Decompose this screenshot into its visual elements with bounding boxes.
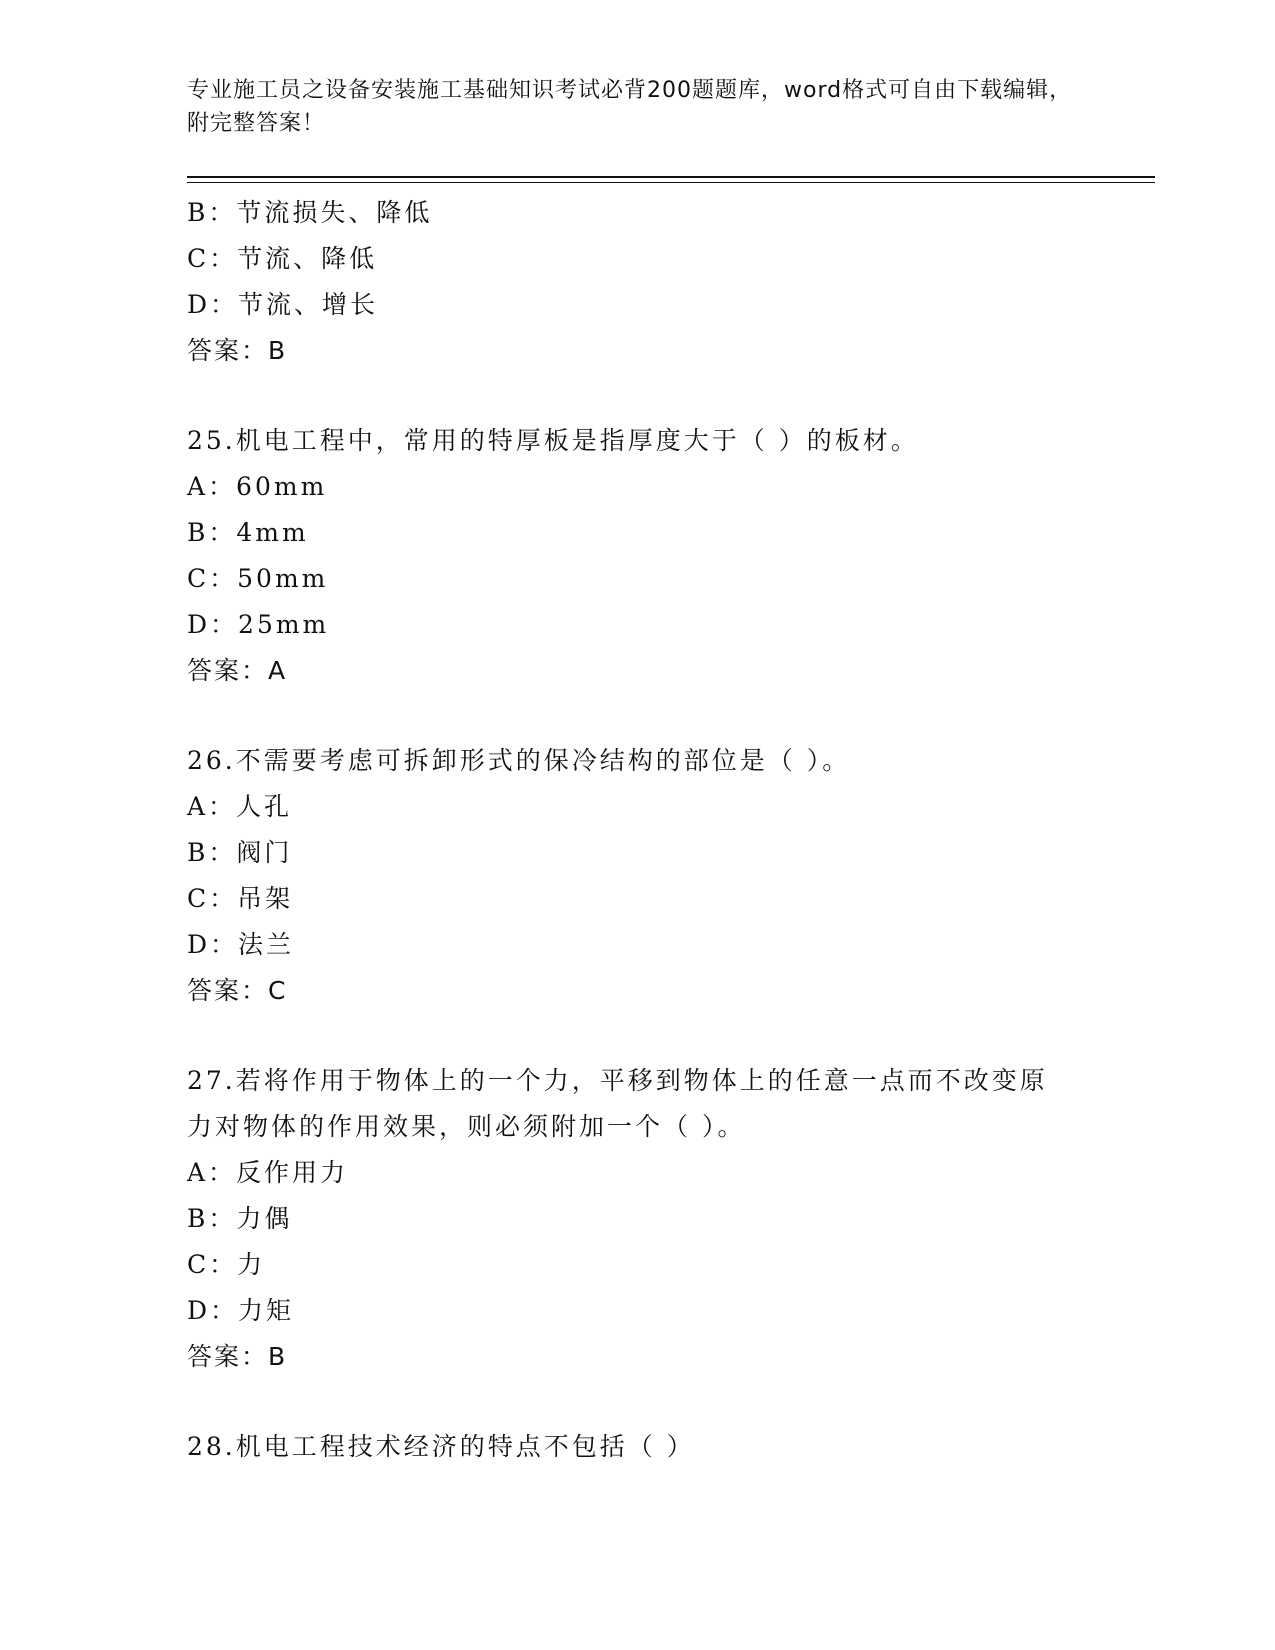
option-a: A：反作用力 (187, 1158, 349, 1187)
option-a: A：人孔 (187, 792, 293, 821)
question-27 (187, 1058, 1087, 1380)
option-b: B：阀门 (187, 838, 293, 867)
option-b: B：节流损失、降低 (187, 198, 433, 227)
option-c: C：吊架 (187, 884, 294, 913)
question-list (187, 190, 1087, 1470)
question-text: 25.机电工程中，常用的特厚板是指厚度大于（ ）的板材。 (187, 426, 919, 455)
question-text: 28.机电工程技术经济的特点不包括（ ） (187, 1432, 695, 1461)
option-a: A：60mm (187, 472, 328, 501)
option-d: D：力矩 (187, 1296, 295, 1325)
spacer (187, 1014, 1087, 1058)
question-text: 26.不需要考虑可拆卸形式的保冷结构的部位是（ ）。 (187, 746, 851, 775)
option-d: D：节流、增长 (187, 290, 379, 319)
question-25 (187, 418, 1087, 694)
option-d: D：25mm (187, 610, 330, 639)
answer-line: 答案：B (187, 336, 288, 365)
option-b: B：4mm (187, 518, 309, 547)
question-26 (187, 738, 1087, 1014)
document-header: 专业施工员之设备安装施工基础知识考试必背200题题库，word格式可自由下载编辑，附完整答案！ (187, 78, 1073, 136)
question-28 (187, 1424, 1087, 1470)
answer-line: 答案：B (187, 1342, 288, 1371)
question-fragment (187, 190, 1087, 374)
option-c: C：50mm (187, 564, 329, 593)
option-c: C：力 (187, 1250, 266, 1279)
spacer (187, 374, 1087, 418)
spacer (187, 694, 1087, 738)
option-b: B：力偶 (187, 1204, 293, 1233)
header-divider-thin (187, 182, 1155, 183)
answer-line: 答案：A (187, 656, 288, 685)
spacer (187, 1380, 1087, 1424)
option-d: D：法兰 (187, 930, 295, 959)
question-text: 27.若将作用于物体上的一个力，平移到物体上的任意一点而不改变原力对物体的作用效果，则必须附加一个（ ）。 (187, 1066, 1048, 1141)
header-divider-thick (187, 176, 1155, 178)
option-c: C：节流、降低 (187, 244, 378, 273)
answer-line: 答案：C (187, 976, 288, 1005)
